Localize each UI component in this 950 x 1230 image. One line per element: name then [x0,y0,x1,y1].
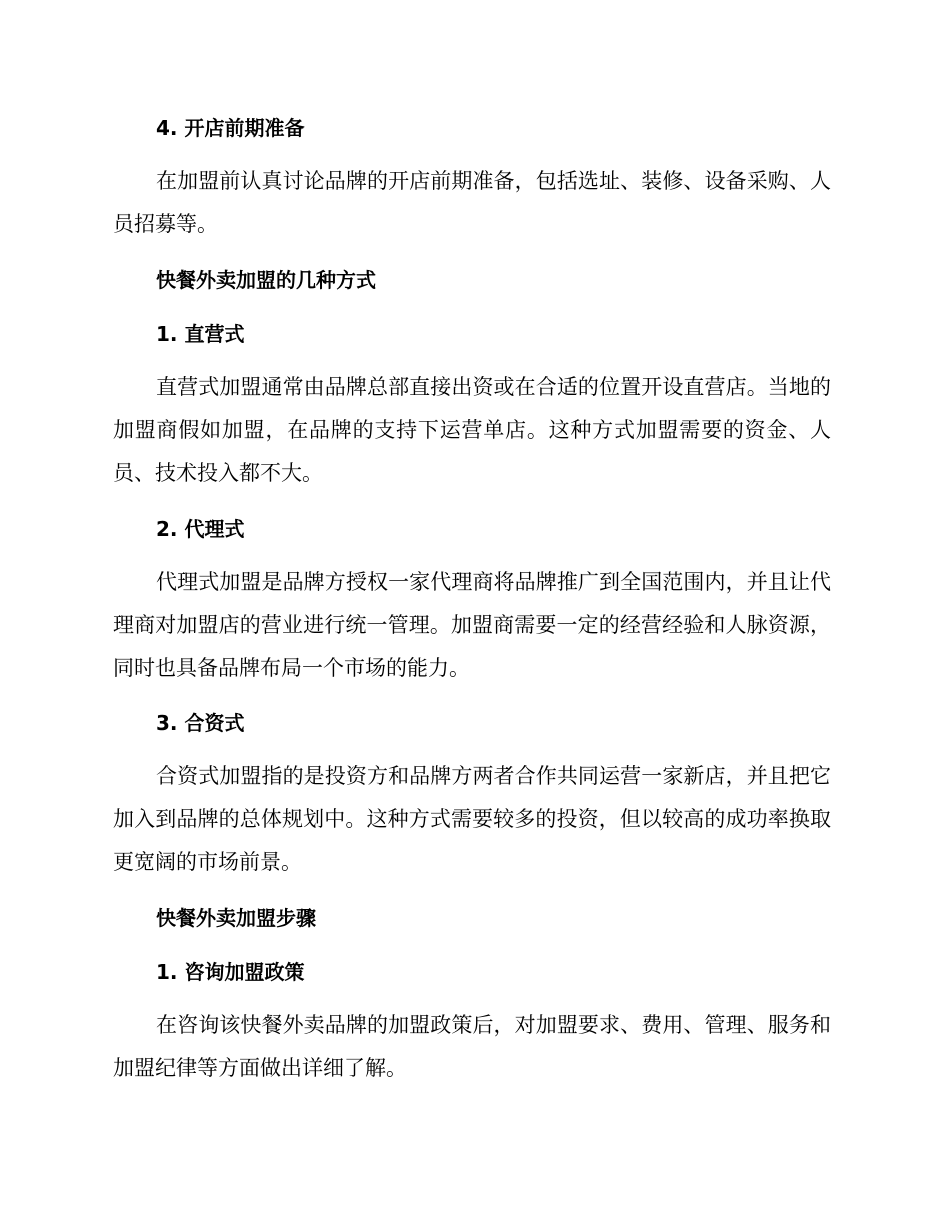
paragraph-store-preparation: 在加盟前认真讨论品牌的开店前期准备，包括选址、装修、设备采购、人员招募等。 [113,169,831,236]
paragraph-agency: 代理式加盟是品牌方授权一家代理商将品牌推广到全国范围内，并且让代理商对加盟店的营业进行统一管理。加盟商需要一定的经营经验和人脉资源，同时也具备品牌布局一个市场的能力。 [113,570,831,680]
section-heading-store-preparation: 4. 开店前期准备 [156,116,305,140]
section-heading-direct-operation: 1. 直营式 [156,322,245,346]
section-heading-franchise-methods: 快餐外卖加盟的几种方式 [156,268,376,292]
section-heading-joint-venture: 3. 合资式 [156,711,245,735]
section-heading-franchise-steps: 快餐外卖加盟步骤 [156,906,316,930]
paragraph-direct-operation: 直营式加盟通常由品牌总部直接出资或在合适的位置开设直营店。当地的加盟商假如加盟，在品牌的支持下运营单店。这种方式加盟需要的资金、人员、技术投入都不大。 [113,375,831,485]
paragraph-joint-venture: 合资式加盟指的是投资方和品牌方两者合作共同运营一家新店，并且把它加入到品牌的总体规划中。这种方式需要较多的投资，但以较高的成功率换取更宽阔的市场前景。 [113,764,831,874]
section-heading-agency: 2. 代理式 [156,517,245,541]
section-heading-consult-policy: 1. 咨询加盟政策 [156,960,305,984]
paragraph-consult-policy: 在咨询该快餐外卖品牌的加盟政策后，对加盟要求、费用、管理、服务和加盟纪律等方面做出详细了解。 [113,1013,831,1080]
